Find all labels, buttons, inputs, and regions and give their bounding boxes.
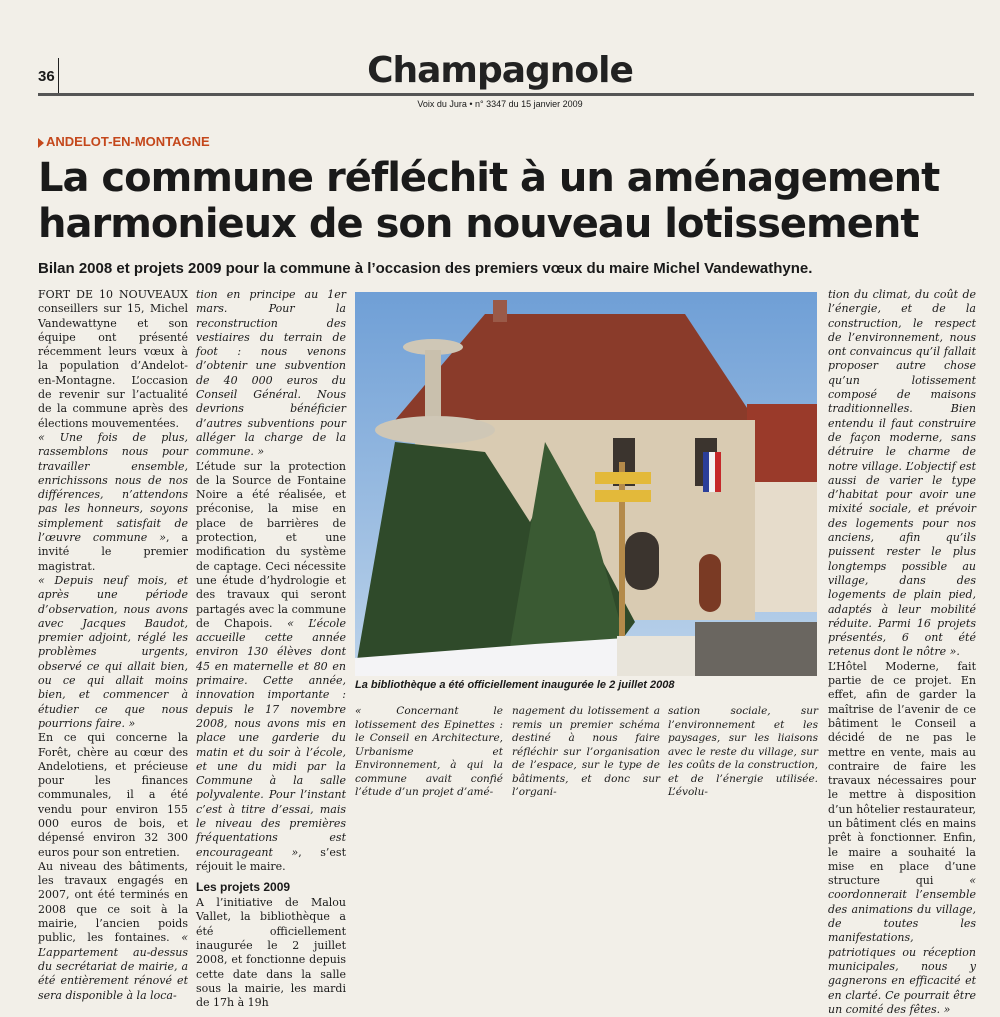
article-headline <box>38 155 978 247</box>
issue-line: Voix du Jura • n° 3347 du 15 janvier 2009 <box>417 99 583 109</box>
bottom-column-3: sation sociale, sur l’environnement et les paysages, sur les liaisons avec le reste du village, sur les coûts de la construction, et de l’énergie utilisée. L’évolu- <box>668 705 818 798</box>
kicker-triangle-icon <box>38 138 44 148</box>
text: , s’est réjouit le maire. <box>196 845 346 873</box>
quote: « Depuis neuf mois, et après une période d’observation, nous avons avec Jacques Baudot, premier adjoint, réglé les problèmes urgents, observé ce qui allait bien, ou ce qui allait moins bien, et commencer à étudier ce que nous pourrions faire. » <box>38 573 188 730</box>
header-rule <box>38 93 974 96</box>
headline-line-2: harmonieux de son nouveau lotissement <box>38 201 919 247</box>
text: L’étude sur la protection de la Source de Fontaine Noire a été réalisée, et préconise, la mise en place de barrières de protection, et une modification du système de captage. Ceci nécessite une étude d’hydrologie et des travaux qui seront partagés avec la commune de Chapois. <box>196 459 346 630</box>
quote: tion en principe au 1er mars. Pour la reconstruction des vestiaires du terrain de foot : nous venons d’obtenir une subvention de 40 000 euros du Conseil Général. Nous devrions bénéficier d’autres subventions pour alléger la charge de la commune. » <box>196 288 346 459</box>
article-standfirst: Bilan 2008 et projets 2009 pour la commune à l’occasion des premiers vœux du maire Michel Vandewathyne. <box>38 260 813 277</box>
text: , a invité le premier magistrat. <box>38 531 188 573</box>
subheading: Les projets 2009 <box>196 880 291 895</box>
quote: « coordonnerait l’ensemble des animations du village, de toutes les manifestations, patriotiques ou réception municipales, nous y gagnerons en efficacité et en clarté. Ce pourrait être un comité des fêtes. » <box>828 874 976 1016</box>
photo-caption: La bibliothèque a été officiellement inaugurée le 2 juillet 2008 <box>355 679 675 691</box>
quote: « Une fois de plus, rassemblons nous pour travailler ensemble, enrichissons nous de nos différences, n’attendons pas les honneurs, soyons simplement satisfait de l’œuvre commune » <box>38 430 188 545</box>
quote: « L’école accueille cette année environ 130 élèves dont 45 en maternelle et 80 en primaire. Cette année, innovation importante : depuis le 17 novembre 2008, nous avons mis en place une garderie du matin et du soir à l’école, et une du midi par la Commune à la salle polyvalente. Pour l’instant c’est à titre d’essai, mais le niveau des premières fréquentations est encourageant » <box>196 616 346 859</box>
text: L’Hôtel Moderne, fait partie de ce projet. En effet, afin de garder la maîtrise de l’avenir de ce bâtiment le Conseil a décidé de ne pas le mettre en vente, mais au contraire de faire les travaux nécessaires pour le mettre à disposition d’un hôtelier restaurateur, un bâtiment clés en mains prêt à fonctionner. Enfin, le maire a souhaité la mise en place d’une structure qui <box>828 659 976 888</box>
library-building-photo <box>355 292 817 676</box>
paragraph: En ce qui concerne la Forêt, chère au cœur des Andelotiens, et précieuse pour les finances communales, il a été vendu pour environ 155 000 euros de bois, et dépensé environ 32 300 euros pour son entretien. <box>38 731 188 859</box>
article-kicker <box>38 134 210 149</box>
paragraph: FORT DE 10 NOUVEAUX conseillers sur 15, Michel Vandewattyne et son équipe ont présenté récemment leurs vœux à la population d’Andelot-en-Montagne. L’occasion de revenir sur l’actualité de la commune après des élections mouvementées. <box>38 288 188 430</box>
article-photo <box>355 292 817 676</box>
quote: « L’appartement au-dessus du secrétariat de mairie, a été entièrement rénové et sera disponible à la loca- <box>38 931 188 1002</box>
column-4 <box>828 288 976 1017</box>
paragraph: A l’initiative de Malou Vallet, la bibliothèque a été officiellement inaugurée le 2 juillet 2008, et fonctionne depuis cette date dans la salle sous la mairie, les mardi de 17h à 19h <box>196 896 346 1010</box>
bottom-column-2: nagement du lotissement a remis un premier schéma destiné à nous faire réfléchir sur l’organisation de l’espace, sur le type de bâtiments, et donc sur l’organi- <box>512 705 660 798</box>
column-2 <box>196 288 346 1011</box>
text: Au niveau des bâtiments, les travaux engagés en 2007, ont été terminés en 2008 que ce soit à la mairie, l’ancien poids public, les fontaines. <box>38 859 188 945</box>
section-title: Champagnole <box>367 50 633 91</box>
bottom-column-1: « Concernant le lotissement des Epinettes : le Conseil en Architecture, Urbanisme et Environnement, à qui la commune avait confié l’étude d’un projet d’amé- <box>355 705 503 798</box>
kicker-text: ANDELOT-EN-MONTAGNE <box>46 134 210 149</box>
quote: tion du climat, du coût de l’énergie, et de la construction, le respect de l’environnement, nous ont convaincus qu’il fallait proposer autre chose qu’un lotissement composé de maisons traditionnelles. Bien entendu il faut construire de façon moderne, sans détruire le charme de notre village. L’objectif est aussi de varier le type d’habitat pour avoir une mixité sociale, et prévoir des logements pour nos anciens, afin qu’ils puissent rester le plus longtemps possible au village, dans des logements de plain pied, adaptés à leur mobilité réduite. Parmi 16 projets présentés, 6 ont été retenus dont le nôtre ». <box>828 288 976 659</box>
column-1 <box>38 288 188 1003</box>
headline-line-1: La commune réfléchit à un aménagement <box>38 155 940 201</box>
page-number: 36 <box>38 68 55 85</box>
